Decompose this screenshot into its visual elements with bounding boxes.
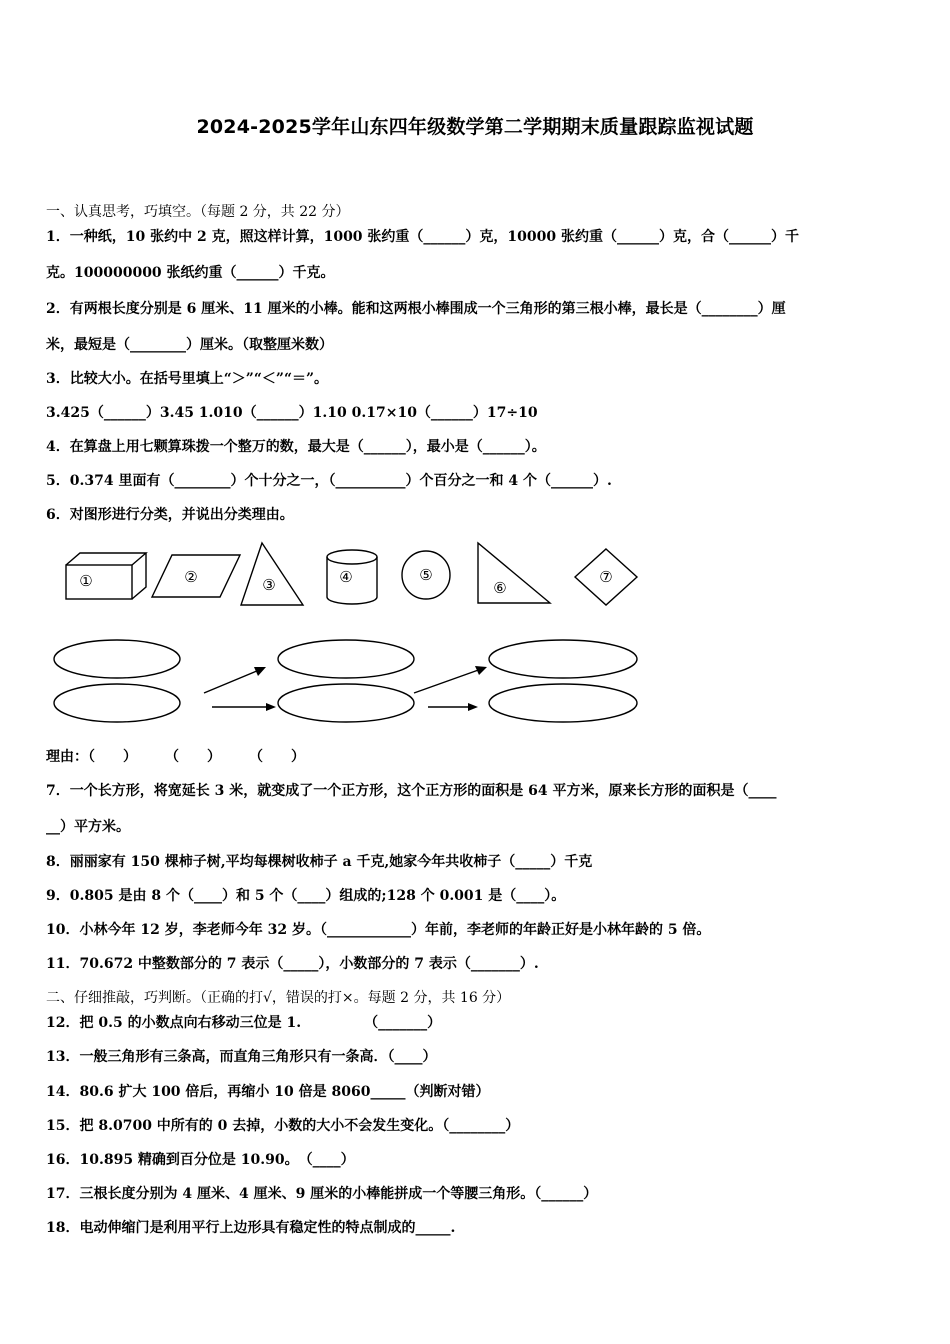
question-6: 6．对图形进行分类，并说出分类理由。 xyxy=(46,507,294,523)
question-1-line-1: 1．一种纸，10 张约中 2 克，照这样计算，1000 张约重（______）克，10000 张约重（______）克，合（______）千 xyxy=(46,229,800,245)
section-heading-fill-blank: 一、认真思考，巧填空。（每题 2 分，共 22 分） xyxy=(46,204,350,220)
question-18: 18．电动伸缩门是利用平行上边形具有稳定性的特点制成的_____. xyxy=(46,1220,456,1236)
shape-cuboid xyxy=(66,553,146,599)
question-7-line-1: 7．一个长方形，将宽延长 3 米，就变成了一个正方形，这个正方形的面积是 64 平方米，原来长方形的面积是（____ xyxy=(46,783,777,799)
question-15: 15．把 8.0700 中所有的 0 去掉，小数的大小不会发生变化。（________） xyxy=(46,1118,520,1134)
question-13: 13．一般三角形有三条高，而直角三角形只有一条高．（____） xyxy=(46,1049,437,1065)
question-10: 10．小林今年 12 岁，李老师今年 32 岁。（____________）年前，李老师的年龄正好是小林年龄的 5 倍。 xyxy=(46,922,711,938)
question-17: 17．三根长度分别为 4 厘米、4 厘米、9 厘米的小棒能拼成一个等腰三角形。（______） xyxy=(46,1186,598,1202)
shape-label-1: ① xyxy=(79,572,93,590)
group-ellipse-1 xyxy=(54,640,180,678)
group-ellipse-2 xyxy=(54,684,180,722)
question-8: 8．丽丽家有 150 棵柿子树,平均每棵树收柿子 a 千克,她家今年共收柿子（_____）千克 xyxy=(46,854,593,870)
question-16: 16．10.895 精确到百分位是 10.90。 （____） xyxy=(46,1152,355,1168)
question-3-line-1: 3．比较大小。在括号里填上“＞”“＜”“＝”。 xyxy=(46,371,329,387)
group-ellipse-6 xyxy=(489,684,637,722)
question-1-line-2: 克。100000000 张纸约重（______）千克。 xyxy=(46,265,335,281)
shape-label-7: ⑦ xyxy=(599,568,613,586)
question-7-line-2: __）平方米。 xyxy=(46,819,130,835)
question-14: 14．80.6 扩大 100 倍后，再缩小 10 倍是 8060_____（判断对错） xyxy=(46,1084,490,1100)
group-ellipse-5 xyxy=(489,640,637,678)
question-11: 11．70.672 中整数部分的 7 表示（_____），小数部分的 7 表示（_______）. xyxy=(46,956,539,972)
shape-label-6: ⑥ xyxy=(493,579,507,597)
shape-label-2: ② xyxy=(184,568,198,586)
arrow-up-1 xyxy=(204,668,264,693)
question-5: 5．0.374 里面有（________）个十分之一，（__________）个百分之一和 4 个（______）. xyxy=(46,473,612,489)
shape-right-triangle xyxy=(478,543,550,603)
question-4: 4．在算盘上用七颗算珠拨一个整万的数，最大是（______），最小是（______）。 xyxy=(46,439,546,455)
question-9: 9．0.805 是由 8 个（____）和 5 个（____）组成的;128 个 0.001 是（____）。 xyxy=(46,888,566,904)
shape-label-3: ③ xyxy=(262,576,276,594)
question-6-reason: 理由：（ ） （ ） （ ） xyxy=(46,749,305,765)
shape-label-5: ⑤ xyxy=(419,566,433,584)
shape-triangle xyxy=(241,543,303,605)
shape-label-4: ④ xyxy=(339,568,353,586)
question-3-line-2: 3.425（______）3.45 1.010（______）1.10 0.17×10（______）17÷10 xyxy=(46,405,538,421)
shape-classification-figure xyxy=(40,535,660,735)
question-2-line-1: 2．有两根长度分别是 6 厘米、11 厘米的小棒。能和这两根小棒围成一个三角形的第三根小棒，最长是（________）厘 xyxy=(46,301,786,317)
page-title: 2024-2025学年山东四年级数学第二学期期末质量跟踪监视试题 xyxy=(196,116,754,138)
arrow-up-2 xyxy=(414,668,484,693)
section-heading-true-false: 二、仔细推敲，巧判断。（正确的打√，错误的打×。每题 2 分，共 16 分） xyxy=(46,990,511,1006)
group-ellipse-4 xyxy=(278,684,414,722)
group-ellipse-3 xyxy=(278,640,414,678)
question-12: 12．把 0.5 的小数点向右移动三位是 1. （_______） xyxy=(46,1015,442,1031)
question-2-line-2: 米，最短是（________）厘米。（取整厘米数） xyxy=(46,337,333,353)
